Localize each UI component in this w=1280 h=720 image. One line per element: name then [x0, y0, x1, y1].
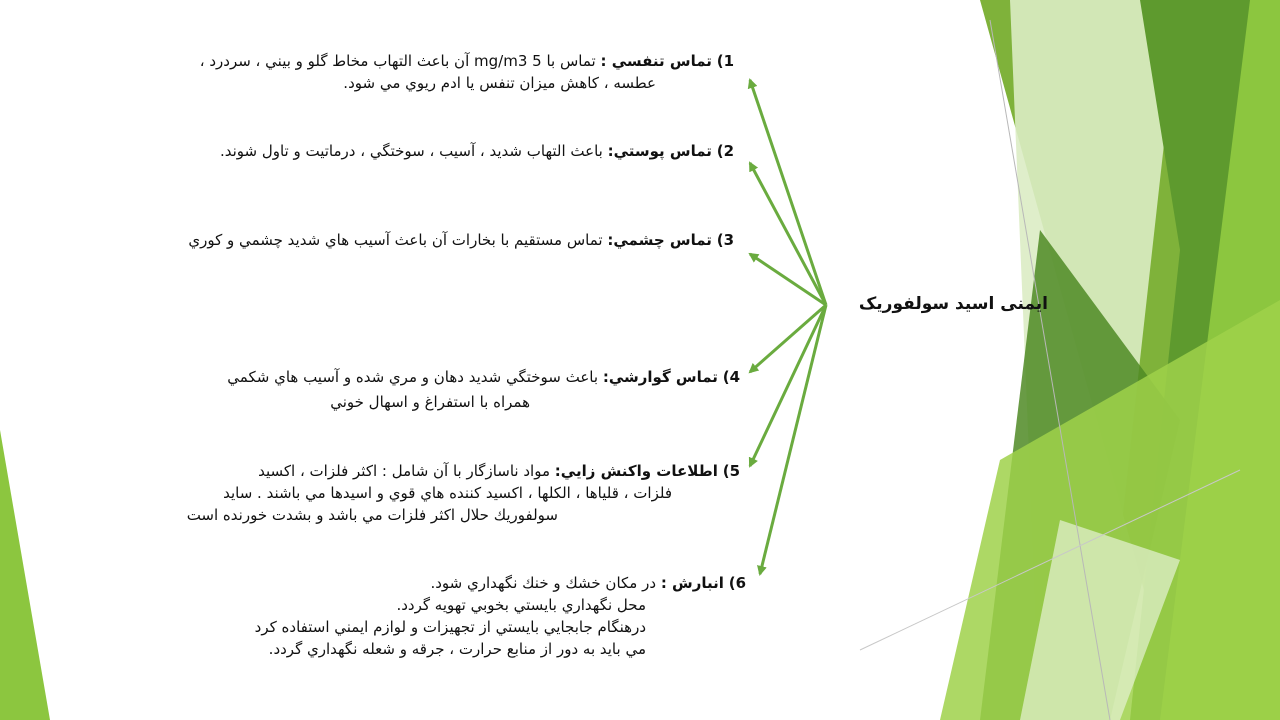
item-skin: [220, 140, 734, 162]
item-heading: تماس چشمي:: [607, 231, 712, 249]
item-heading: تماس پوستي:: [607, 142, 712, 160]
item-number: 1): [716, 52, 734, 70]
item-reactivity: [187, 460, 740, 526]
item-eye: [188, 229, 734, 251]
item-text-line: باعث سوختگي شديد دهان و مري شده و آسيب هاي شكمي: [227, 368, 599, 386]
item-text-line: باعث التهاب شديد ، آسيب ، سوختگي ، درماتيت و تاول شوند.: [219, 142, 603, 160]
item-text-line: درهنگام جابجايي بايستي از تجهيزات و لوازم ايمني استفاده كرد: [254, 618, 646, 636]
item-heading: تماس تنفسي :: [600, 52, 712, 70]
item-text-line: تماس مستقيم با بخارات آن باعث آسيب هاي شديد چشمي و كوري: [188, 231, 603, 249]
arrow-to-item-3: [750, 254, 826, 305]
item-number: 4): [722, 368, 740, 386]
item-heading: تماس گوارشي:: [602, 368, 718, 386]
item-text-line: مواد ناسازگار با آن شامل : اكثر فلزات ، اكسيد: [258, 462, 550, 480]
arrow-to-item-1: [750, 80, 826, 305]
item-text-line: همراه با استفراغ و اسهال خوني: [330, 393, 530, 411]
item-text-line: فلزات ، قلياها ، الكلها ، اكسيد كننده هاي قوي و اسيدها مي باشند . سايد: [223, 484, 672, 502]
arrow-to-item-4: [750, 305, 826, 372]
center-title: ایمنی اسید سولفوریک: [858, 294, 1048, 314]
item-number: 3): [716, 231, 734, 249]
arrow-to-item-5: [750, 305, 826, 466]
item-ingestion: [227, 366, 740, 413]
item-text-line: سولفوريك حلال اكثر فلزات مي باشد و بشدت خورنده است: [186, 506, 558, 524]
item-respiratory: [200, 50, 734, 94]
arrow-to-item-2: [750, 163, 826, 305]
item-storage: [255, 572, 746, 660]
item-heading: اطلاعات واكنش زايي:: [554, 462, 718, 480]
item-number: 2): [716, 142, 734, 160]
item-number: 5): [722, 462, 740, 480]
item-number: 6): [728, 574, 746, 592]
item-text-line: عطسه ، كاهش ميزان تنفس يا ادم ريوي مي شود.: [343, 74, 656, 92]
arrow-to-item-6: [760, 305, 826, 574]
item-text-line: محل نگهداري بايستي بخوبي تهويه گردد.: [396, 596, 646, 614]
item-text-line: مي بايد به دور از منابع حرارت ، جرقه و شعله نگهداري گردد.: [268, 640, 646, 658]
item-heading: انبارش :: [660, 574, 724, 592]
item-text-line: تماس با mg/m3 5 آن باعث التهاب مخاط گلو و بيني ، سردرد ،: [199, 52, 596, 70]
item-text-line: در مكان خشك و خنك نگهداري شود.: [430, 574, 657, 592]
